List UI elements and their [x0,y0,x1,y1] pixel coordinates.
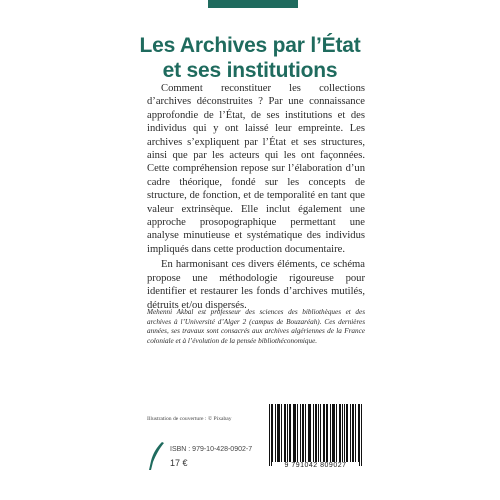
title-line-2: et ses institutions [162,59,338,82]
quill-icon [147,441,165,471]
blurb [147,82,365,312]
blurb-paragraph-1: Comment reconstituer les collections d’archives déconstruites ? Par une connaissance approfondie de l’État, de ses institutions et des individus qui y ont laissé leur empreinte. Les archives s’expliquent par l’État et ses structures, ainsi que par les acteurs qui les ont façonnées. Cette compréhension repose sur l’élaboration d’un cadre théorique, fondé sur les concepts de structure, de fonction, et de temporalité en tant que valeur extrinsèque. Elle inclut également une approche prosopographique permettant une analyse minutieuse et systématique des individus impliqués dans cette production documentaire. [147,83,365,255]
top-accent-bar [208,0,298,8]
cover-credit: Illustration de couverture : © Pixabay [147,416,232,422]
book-title [0,33,500,83]
price: 17 € [170,458,188,468]
author-bio: Mehenni Akbal est professeur des sciences des bibliothèques et des archives à l’Université d’Alger 2 (campus de Bouzaréah). Ces dernières années, ses travaux sont consacrés aux archives algériennes de la France coloniale et à l’évolution de la pensée bibliothéconomique. [147,308,365,345]
isbn: ISBN : 979-10-428-0902-7 [170,446,253,453]
blurb-paragraph-2: En harmonisant ces divers éléments, ce schéma propose une méthodologie rigoureuse pour identifier et restaurer les fonds d’archives mutilés, détruits et/ou dispersés. [147,259,365,311]
barcode-number: 9 791042 809027 [284,462,347,469]
title-line-1: Les Archives par l’État [139,34,361,57]
